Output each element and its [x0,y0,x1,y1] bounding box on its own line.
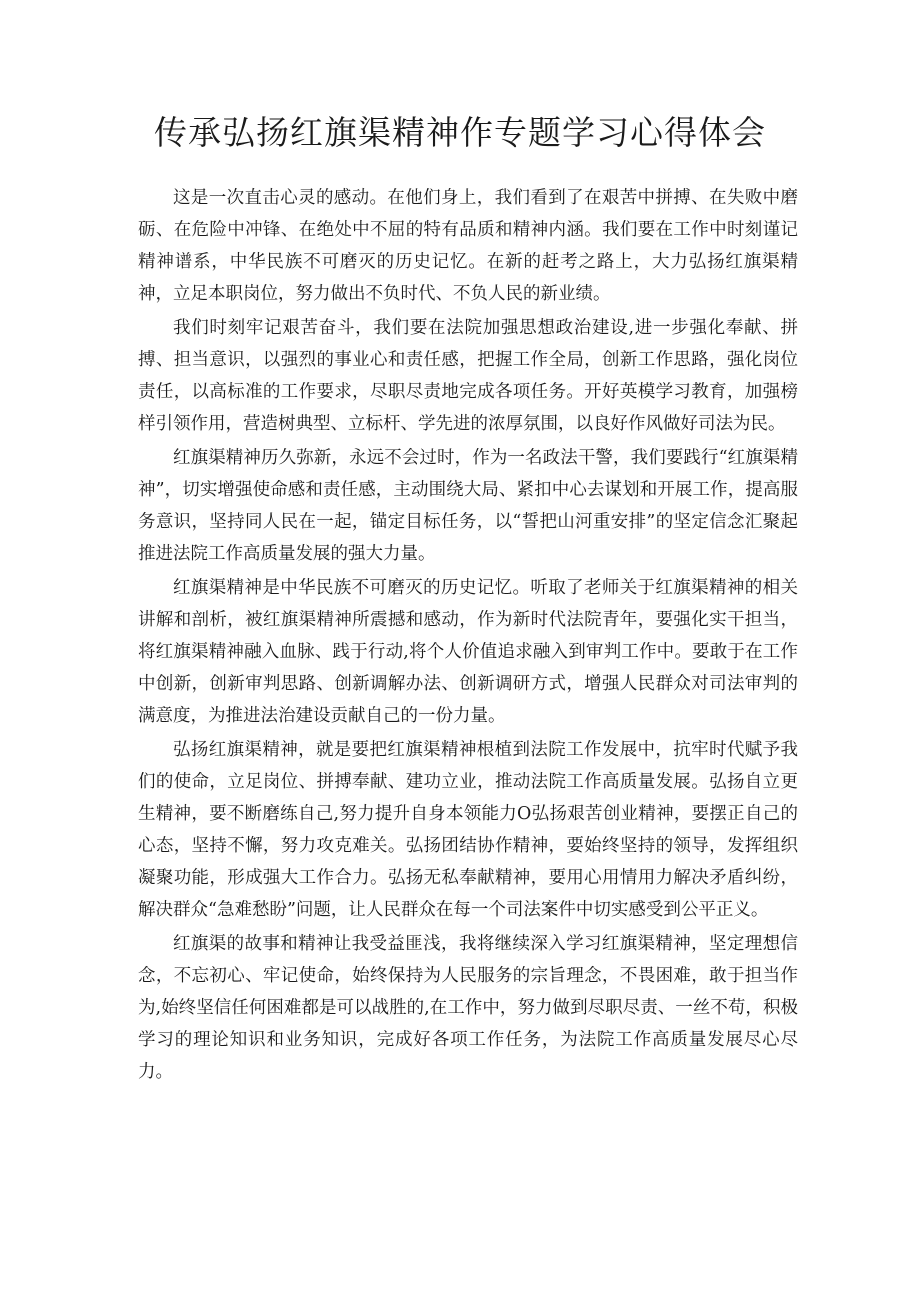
paragraph: 红旗渠精神是中华民族不可磨灭的历史记忆。听取了老师关于红旗渠精神的相关讲解和剖析，被红旗渠精神所震撼和感动，作为新时代法院青年，要强化实干担当，将红旗渠精神融入血脉、践于行动,将个人价值追求融入到审判工作中。要敢于在工作中创新，创新审判思路、创新调解办法、创新调研方式，增强人民群众对司法审判的满意度，为推进法治建设贡献自己的一份力量。 [138,578,798,726]
paragraph: 弘扬红旗渠精神，就是要把红旗渠精神根植到法院工作发展中，抗牢时代赋予我们的使命，立足岗位、拼搏奉献、建功立业，推动法院工作高质量发展。弘扬自立更生精神，要不断磨练自己,努力提升自身本领能力O弘扬艰苦创业精神，要摆正自己的心态，坚持不懈，努力攻克难关。弘扬团结协作精神，要始终坚持的领导，发挥组织凝聚功能，形成强大工作合力。弘扬无私奉献精神，要用心用情用力解决矛盾纠纷，解决群众“急难愁盼”问题，让人民群众在每一个司法案件中切实感受到公平正义。 [138,740,798,920]
paragraph: 红旗渠精神历久弥新，永远不会过时，作为一名政法干警，我们要践行“红旗渠精神”，切实增强使命感和责任感，主动围绕大局、紧扣中心去谋划和开展工作，提高服务意识，坚持同人民在一起，锚定目标任务，以“誓把山河重安排”的坚定信念汇聚起推进法院工作高质量发展的强大力量。 [138,448,798,564]
paragraph: 红旗渠的故事和精神让我受益匪浅，我将继续深入学习红旗渠精神，坚定理想信念，不忘初心、牢记使命，始终保持为人民服务的宗旨理念，不畏困难，敢于担当作为,始终坚信任何困难都是可以战胜的,在工作中，努力做到尽职尽责、一丝不苟，积极学习的理论知识和业务知识，完成好各项工作任务，为法院工作高质量发展尽心尽力。 [138,934,798,1082]
document-title: 传承弘扬红旗渠精神作专题学习心得体会 [154,113,766,152]
document-body [138,182,798,1088]
paragraph: 这是一次直击心灵的感动。在他们身上，我们看到了在艰苦中拼搏、在失败中磨砺、在危险中冲锋、在绝处中不屈的特有品质和精神内涵。我们要在工作中时刻谨记精神谱系，中华民族不可磨灭的历史记忆。在新的赶考之路上，大力弘扬红旗渠精神，立足本职岗位，努力做出不负时代、不负人民的新业绩。 [138,188,798,304]
paragraph: 我们时刻牢记艰苦奋斗，我们要在法院加强思想政治建设,进一步强化奉献、拼搏、担当意识，以强烈的事业心和责任感，把握工作全局，创新工作思路，强化岗位责任，以高标准的工作要求，尽职尽责地完成各项任务。开好英模学习教育，加强榜样引领作用，营造树典型、立标杆、学先进的浓厚氛围，以良好作风做好司法为民。 [138,318,798,434]
